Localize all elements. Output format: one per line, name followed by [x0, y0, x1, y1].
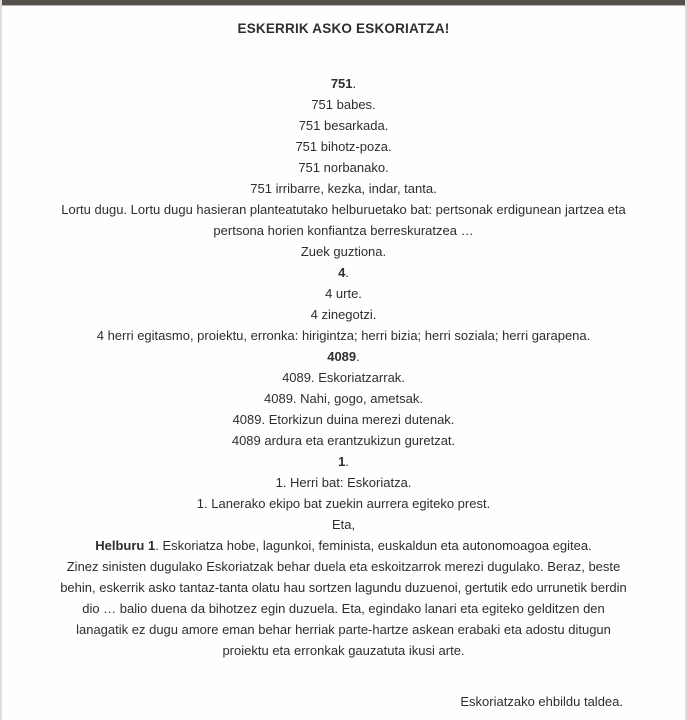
text-line-text: 4089 ardura eta erantzukizun guretzat.	[231, 433, 456, 448]
text-line	[2, 388, 685, 409]
text-line	[2, 619, 685, 640]
text-line	[2, 430, 685, 451]
text-line	[2, 577, 685, 598]
text-line	[2, 136, 685, 157]
text-line	[2, 409, 685, 430]
text-line-bold-prefix: 1	[338, 454, 346, 469]
text-line	[2, 115, 685, 136]
text-line-text: 751 norbanako.	[298, 160, 389, 175]
text-line	[2, 514, 685, 535]
text-line-text: 751 besarkada.	[298, 118, 389, 133]
text-line	[2, 493, 685, 514]
text-line-text: 4 zinegotzi.	[310, 307, 377, 322]
text-line	[2, 367, 685, 388]
text-line-text: Eta,	[331, 517, 356, 532]
text-line	[2, 535, 685, 556]
text-line-text: dio … balio duena da bihotzez egin duzuela. Eta, egindako lanari eta egiteko gelditzen den	[82, 601, 605, 616]
text-line-text: 1. Herri bat: Eskoriatza.	[275, 475, 412, 490]
text-line-text: lanagatik ez dugu amore eman behar herriak parte-hartze askean erabaki eta adostu ditugun	[76, 622, 611, 637]
signature-line: Eskoriatzako ehbildu taldea.	[460, 694, 623, 709]
text-line-text: 4 urte.	[325, 286, 362, 301]
text-line	[2, 241, 685, 262]
text-line-bold-prefix: 751	[330, 76, 353, 91]
text-line-text: pertsona horien konfiantza berreskuratzea …	[213, 223, 474, 238]
text-line	[2, 346, 685, 367]
text-line	[2, 640, 685, 661]
text-line-text: 4089. Etorkizun duina merezi dutenak.	[232, 412, 455, 427]
text-line	[2, 199, 685, 220]
text-line-text: proiektu eta erronkak gauzatuta ikusi arte.	[222, 643, 465, 658]
text-line-text: 751 babes.	[311, 97, 376, 112]
text-line-text: 4089. Eskoriatzarrak.	[282, 370, 405, 385]
text-line	[2, 178, 685, 199]
text-line	[2, 472, 685, 493]
window-top-bar	[2, 0, 685, 6]
text-line-text: 4089. Nahi, gogo, ametsak.	[264, 391, 423, 406]
text-line-text: .	[345, 265, 349, 280]
text-line-text: 4 herri egitasmo, proiektu, erronka: hirigintza; herri bizia; herri soziala; herri garapena.	[96, 328, 591, 343]
text-line	[2, 556, 685, 577]
text-line	[2, 94, 685, 115]
text-line-text: . Eskoriatza hobe, lagunkoi, feminista, euskaldun eta autonomoagoa egitea.	[155, 538, 592, 553]
text-line	[2, 73, 685, 94]
text-line-text: Zuek guztiona.	[300, 244, 387, 259]
text-line-text: Zinez sinisten dugulako Eskoriatzak behar duela eta eskoitzarrok merezi dugulako. Beraz, beste	[66, 559, 621, 574]
text-line	[2, 598, 685, 619]
text-line-bold-prefix: Helburu 1	[95, 538, 156, 553]
text-line	[2, 283, 685, 304]
text-line-text: Lortu dugu. Lortu dugu hasieran planteatutako helburuetako bat: pertsonak erdigunean jartzea eta	[61, 202, 626, 217]
text-line	[2, 304, 685, 325]
text-line-text: .	[352, 76, 357, 91]
text-line-text: .	[356, 349, 360, 364]
text-line-text: 751 irribarre, kezka, indar, tanta.	[250, 181, 437, 196]
text-line-bold-prefix: 4089	[327, 349, 357, 364]
document-title: ESKERRIK ASKO ESKORIATZA!	[237, 21, 450, 36]
text-line	[2, 325, 685, 346]
text-line	[2, 451, 685, 472]
text-line-text: 751 bihotz-poza.	[295, 139, 392, 154]
text-line	[2, 220, 685, 241]
document-body	[2, 73, 685, 661]
text-line	[2, 262, 685, 283]
text-line	[2, 157, 685, 178]
text-line-text: 1. Lanerako ekipo bat zuekin aurrera egiteko prest.	[196, 496, 491, 511]
text-line-bold-prefix: 4	[338, 265, 346, 280]
text-line-text: .	[345, 454, 349, 469]
text-line-text: behin, eskerrik asko tantaz-tanta olatu hau sortzen lagundu duzuenoi, gertutik edo urrunetik berdin	[60, 580, 627, 595]
